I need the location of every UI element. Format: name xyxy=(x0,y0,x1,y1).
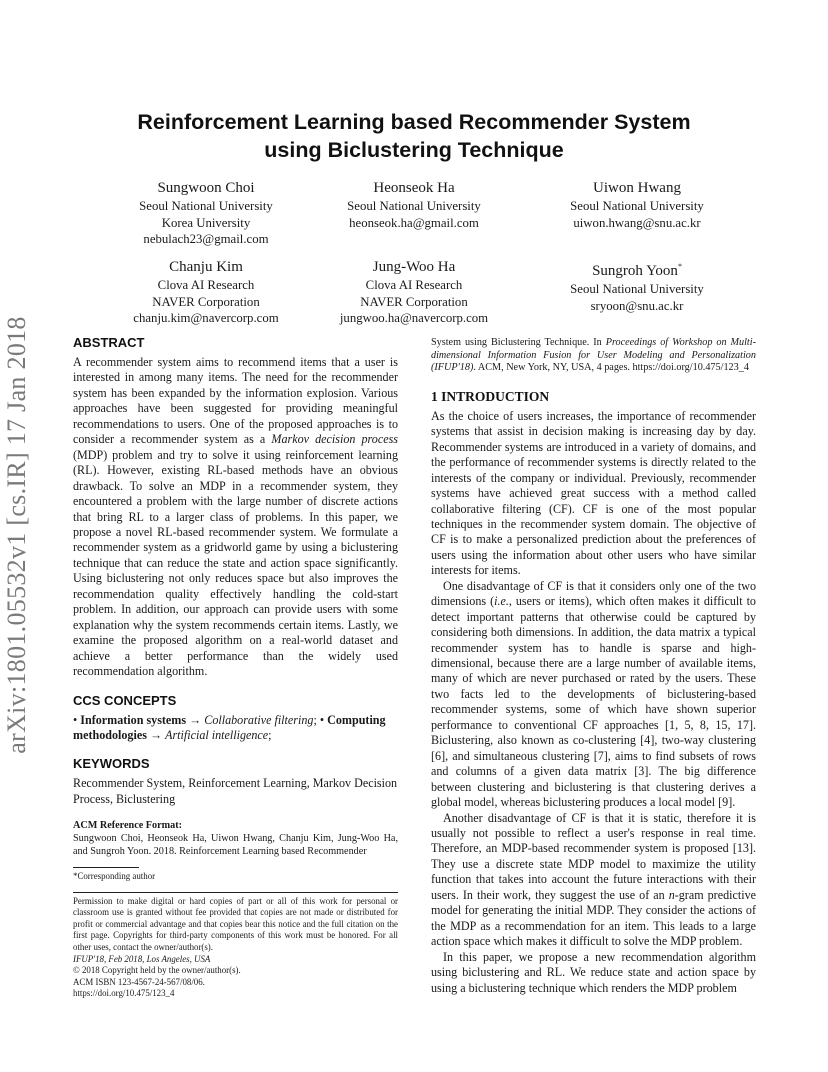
author-affiliation: Seoul National University xyxy=(570,199,704,213)
acm-reference-heading: ACM Reference Format: xyxy=(73,820,182,832)
intro-emphasis: n xyxy=(668,887,675,902)
author-name: Chanju Kim xyxy=(169,259,243,275)
reference-text-part: . ACM, New York, NY, USA, 4 pages. https://doi.org/10.475/123_4 xyxy=(473,362,749,374)
keywords-text: Recommender System, Reinforcement Learning, Markov Decision Process, Biclustering xyxy=(73,776,398,806)
author-block xyxy=(304,257,524,327)
doi: https://doi.org/10.475/123_4 xyxy=(73,988,175,999)
footnote: *Corresponding author xyxy=(73,871,156,882)
arxiv-stamp: arXiv:1801.05532v1 [cs.IR] 17 Jan 2018 xyxy=(2,316,31,754)
intro-text-part: Another disadvantage of CF is that it is static, therefore it is usually not possible to reflect a user's response in real time. Therefore, an MDP-based recommender system is proposed [13]. They use a discrete state MDP model to maximize the utility function that takes into account the future interactions with their users. In their work, they suggest the use of an xyxy=(431,810,756,902)
title-line-1: Reinforcement Learning based Recommender System xyxy=(137,110,691,134)
author-email: heonseok.ha@gmail.com xyxy=(349,215,479,230)
abstract-text-part: (MDP) problem and try to solve it using reinforcement learning (RL). However, existing RL-based methods have an obvious drawback. To solve an MDP in a recommender system, they encountered a problem with the large number of discrete actions that bring RL to a larger class of problems. In this paper, we propose a novel RL-based recommender system. We formulate a recommender system as a gridworld game by using a biclustering technique that can reduce the state and action space significantly. Using biclustering not only reduces space but also improves the recommendation quality effectively handling the cold-start problem. In addition, our approach can provide users with some explanation why the system recommends certain items. Lastly, we examine the proposed algorithm on a real-world dataset and achieve a better performance than the widely used recommendation algorithm. xyxy=(73,447,398,679)
ccs-subconcept: Artificial intelligence xyxy=(165,727,269,742)
intro-text-part: One disadvantage of CF is that it considers only one of the two dimensions ( xyxy=(431,578,756,609)
abstract-heading: ABSTRACT xyxy=(73,335,145,350)
author-affiliation: NAVER Corporation xyxy=(360,294,468,309)
ccs-arrow: → xyxy=(189,712,202,727)
permission-text: Permission to make digital or hard copies of part or all of this work for personal or classroom use is granted without fee provided that copies are not made or distributed for profit or commercial advantage and that copies bear this notice and the full citation on the first page. Copyrights for third-party components of this work must be honored. For all other uses, contact the owner/author(s). xyxy=(73,895,398,953)
author-email: uiwon.hwang@snu.ac.kr xyxy=(573,215,701,230)
ccs-bullet: • xyxy=(319,712,325,727)
author-name: Sungwoon Choi xyxy=(157,180,255,196)
intro-paragraph-1: As the choice of users increases, the importance of recommender systems that assist in decision making is increasing day by day. Recommender systems are introduced in a variety of domains, and the performance of recommender systems is directly related to the interests of the company or individual. Previously, recommender systems have achieved great success with a method called collaborative filtering (CF). CF is one of the most popular techniques in the recommender system domain. The objective of CF is to make a personalized prediction about the preferences of users using the information about other users who have similar interests for items. xyxy=(431,408,756,578)
author-affiliation: Korea University xyxy=(161,215,251,230)
author-block xyxy=(96,178,316,248)
author-block xyxy=(527,257,747,314)
author-name xyxy=(527,257,747,281)
author-email: nebulach23@gmail.com xyxy=(143,232,269,247)
venue: IFUP'18, Feb 2018, Los Angeles, USA xyxy=(73,953,211,964)
copyright: © 2018 Copyright held by the owner/author(s). xyxy=(73,965,241,976)
ccs-separator: ; xyxy=(268,727,272,742)
reference-text-part: System using Biclustering Technique. In xyxy=(431,337,606,348)
intro-paragraph-4: In this paper, we propose a new recommendation algorithm using biclustering and RL. We reduce state and action space by using a biclustering technique which renders the MDP problem xyxy=(431,949,756,995)
author-name: Jung-Woo Ha xyxy=(372,259,456,275)
introduction-heading: 1 INTRODUCTION xyxy=(431,388,550,404)
left-column xyxy=(73,335,398,1000)
reference-continuation xyxy=(431,337,756,375)
ccs-concept: Computing methodologies xyxy=(73,712,386,742)
intro-text-part: -gram predictive model for generating the initial MDP. They consider the actions of the MDP as a recommendation for an item. This leads to a large action space which makes it difficult to solve the MDP problem. xyxy=(431,887,756,949)
abstract-text xyxy=(73,355,398,680)
author-affiliation: Clova AI Research xyxy=(365,278,463,292)
right-column xyxy=(431,337,756,996)
intro-paragraph-3 xyxy=(431,811,756,950)
footnote-rule xyxy=(73,867,139,868)
ccs-concept: Information systems xyxy=(80,712,187,727)
author-affiliation: Clova AI Research xyxy=(157,278,255,292)
acm-reference-text: Sungwoon Choi, Heonseok Ha, Uiwon Hwang, Chanju Kim, Jung-Woo Ha, and Sungroh Yoon. 2018. Reinforcement Learning based Recommender xyxy=(73,832,398,857)
isbn: ACM ISBN 123-4567-24-567/08/06. xyxy=(73,976,205,987)
reference-venue: Proceedings of Workshop on Multi-dimensional Information Fusion for User Modeling and Personalization (IFUP'18) xyxy=(431,337,756,374)
author-name: Heonseok Ha xyxy=(373,180,455,196)
abstract-emphasis: Markov decision process xyxy=(271,432,398,447)
author-affiliation: NAVER Corporation xyxy=(152,294,260,309)
ccs-arrow: → xyxy=(149,727,163,742)
corresponding-mark: * xyxy=(677,262,682,271)
author-name: Uiwon Hwang xyxy=(593,180,681,196)
intro-emphasis: i.e. xyxy=(494,594,509,609)
author-block xyxy=(304,178,524,231)
author-affiliation: Seoul National University xyxy=(570,282,704,296)
author-affiliation: Seoul National University xyxy=(139,199,273,213)
author-block xyxy=(527,178,747,231)
author-block xyxy=(96,257,316,327)
author-name-text: Sungroh Yoon xyxy=(592,263,678,279)
intro-paragraph-2 xyxy=(431,579,756,811)
author-email: sryoon@snu.ac.kr xyxy=(590,298,684,313)
ccs-separator: ; xyxy=(313,712,317,727)
author-email: chanju.kim@navercorp.com xyxy=(133,311,279,326)
intro-text-part: , users or items), which often makes it difficult to detect important patterns that otherwise could be captured by considering both dimensions. In addition, the data matrix a typical recommender system has to handle is sparse and high-dimensional, because there are a large number of available items, many of which are never purchased or rated by the users. These two facts led to the developments of biclustering-based recommender systems, some of which have shown superior performance to conventional CF approaches [1, 5, 8, 15, 17]. Biclustering, also known as co-clustering [4], two-way clustering [6], and simultaneous clustering [7], aims to find subsets of rows and columns of a given data matrix [3]. The big difference between clustering and biclustering is that clustering derives a global model, whereas biclustering produces a local model [9]. xyxy=(431,594,756,810)
title-line-2: using Biclustering Technique xyxy=(264,138,564,162)
author-email: jungwoo.ha@navercorp.com xyxy=(339,311,489,326)
author-affiliation: Seoul National University xyxy=(347,199,481,213)
ccs-text xyxy=(73,713,398,744)
ccs-subconcept: Collaborative filtering xyxy=(204,712,314,727)
paper-title xyxy=(60,108,768,164)
keywords-heading: KEYWORDS xyxy=(73,756,150,772)
abstract-text-part: A recommender system aims to recommend items that a user is interested in among many items. The need for the recommender system has been expanded by the information explosion. Various approaches have been suggested for providing meaningful recommendations to users. One of the proposed approaches is to consider a recommender system as a xyxy=(73,355,398,447)
permission-rule xyxy=(73,892,398,893)
ccs-bullet: • xyxy=(73,712,78,727)
ccs-heading: CCS CONCEPTS xyxy=(73,692,177,708)
